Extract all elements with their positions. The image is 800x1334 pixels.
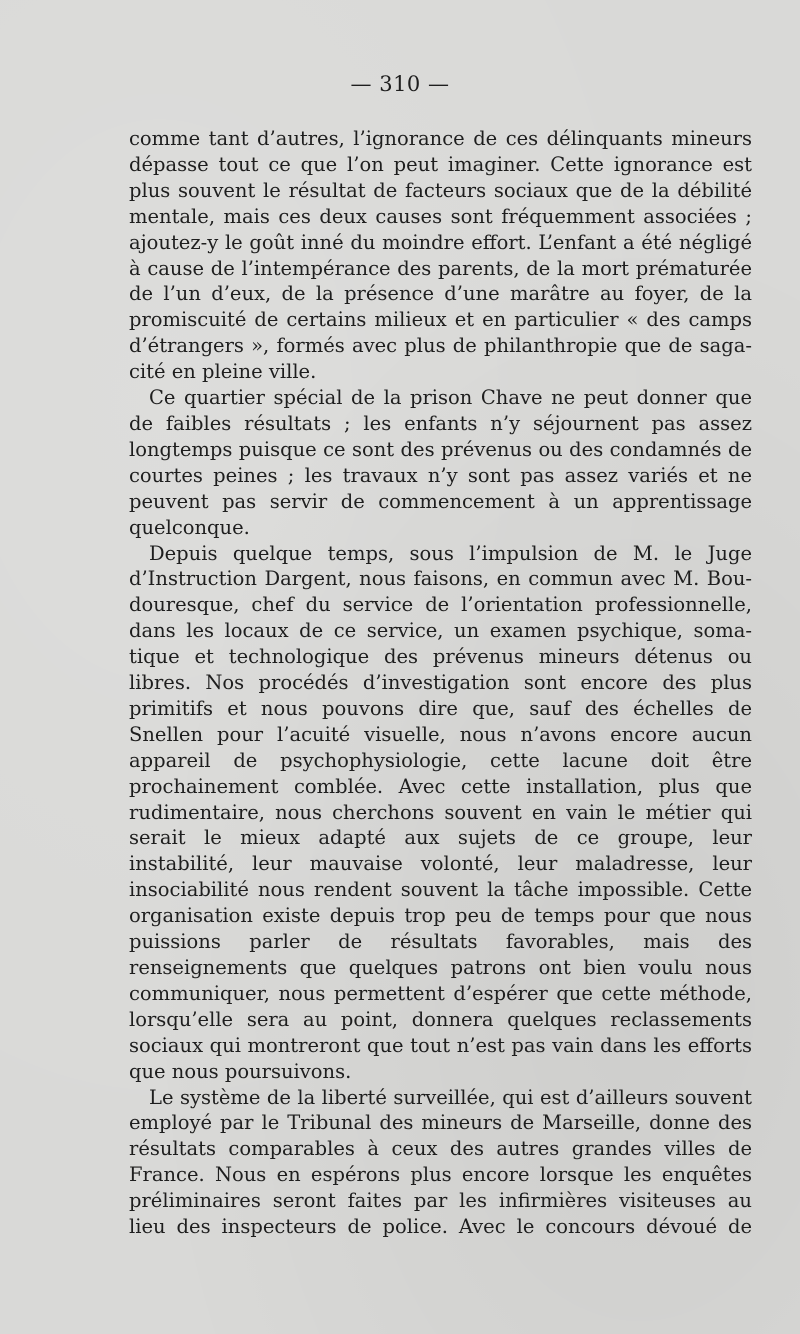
paragraph-4: Le système de la liberté surveillée, qui est d’ailleurs souvent employé par le Tribunal des mineurs de Marseille, donne des résultats comparables à ceux des autres grandes villes de France. Nous en espérons plus encore lorsque les enquêtes préliminaires seront faites par les infirmières visiteuses au lieu des inspecteurs de police. Avec le concours dévoué de [129,1085,752,1239]
body-text [129,126,752,1240]
paragraph-3: Depuis quelque temps, sous l’impulsion de M. le Juge d’Instruction Dargent, nous faisons, en commun avec M. Boudouresque, chef du service de l’orientation professionnelle, dans les locaux de ce service, un examen psychique, somatique et technologique des prévenus mineurs détenus ou libres. Nos procédés d’investigation sont encore des plus primitifs et nous pouvons dire que, sauf des échelles de Snellen pour l’acuité visuelle, nous n’avons encore aucun appareil de psychophysiologie, cette lacune doit être prochainement comblée. Avec cette installation, plus que rudimentaire, nous cherchons souvent en vain le métier qui serait le mieux adapté aux sujets de ce groupe, leur instabilité, leur mauvaise volonté, leur maladresse, leur insociabilité nous rendent souvent la tâche impossible. Cette organisation existe depuis trop peu de temps pour que nous puissions parler de résultats favorables, mais des renseignements que quelques patrons ont bien voulu nous communiquer, nous permettent d’espérer que cette méthode, lorsqu’elle sera au point, donnera quelques reclassements sociaux qui montreront que tout n’est pas vain dans les efforts que nous poursuivons. [129,541,752,1083]
page-number: — 310 — [350,72,450,96]
paragraph-2: Ce quartier spécial de la prison Chave ne peut donner que de faibles résultats ; les enfants n’y séjournent pas assez longtemps puisque ce sont des prévenus ou des condamnés de courtes peines ; les travaux n’y sont pas assez variés et ne peuvent pas servir de commencement à un apprentissage quelconque. [129,386,752,539]
paragraph-1: comme tant d’autres, l’ignorance de ces délinquants mineurs dépasse tout ce que l’on peut imaginer. Cette ignorance est plus souvent le résultat de facteurs sociaux que de la débilité mentale, mais ces deux causes sont fréquemment associées ; ajoutez-y le goût inné du moindre effort. L’enfant a été négligé à cause de l’intempérance des parents, de la mort prématurée de l’un d’eux, de la présence d’une marâtre au foyer, de la promiscuité de certains milieux et en particulier « des camps d’étrangers », formés avec plus de philanthropie que de sagacité en pleine ville. [129,127,752,384]
